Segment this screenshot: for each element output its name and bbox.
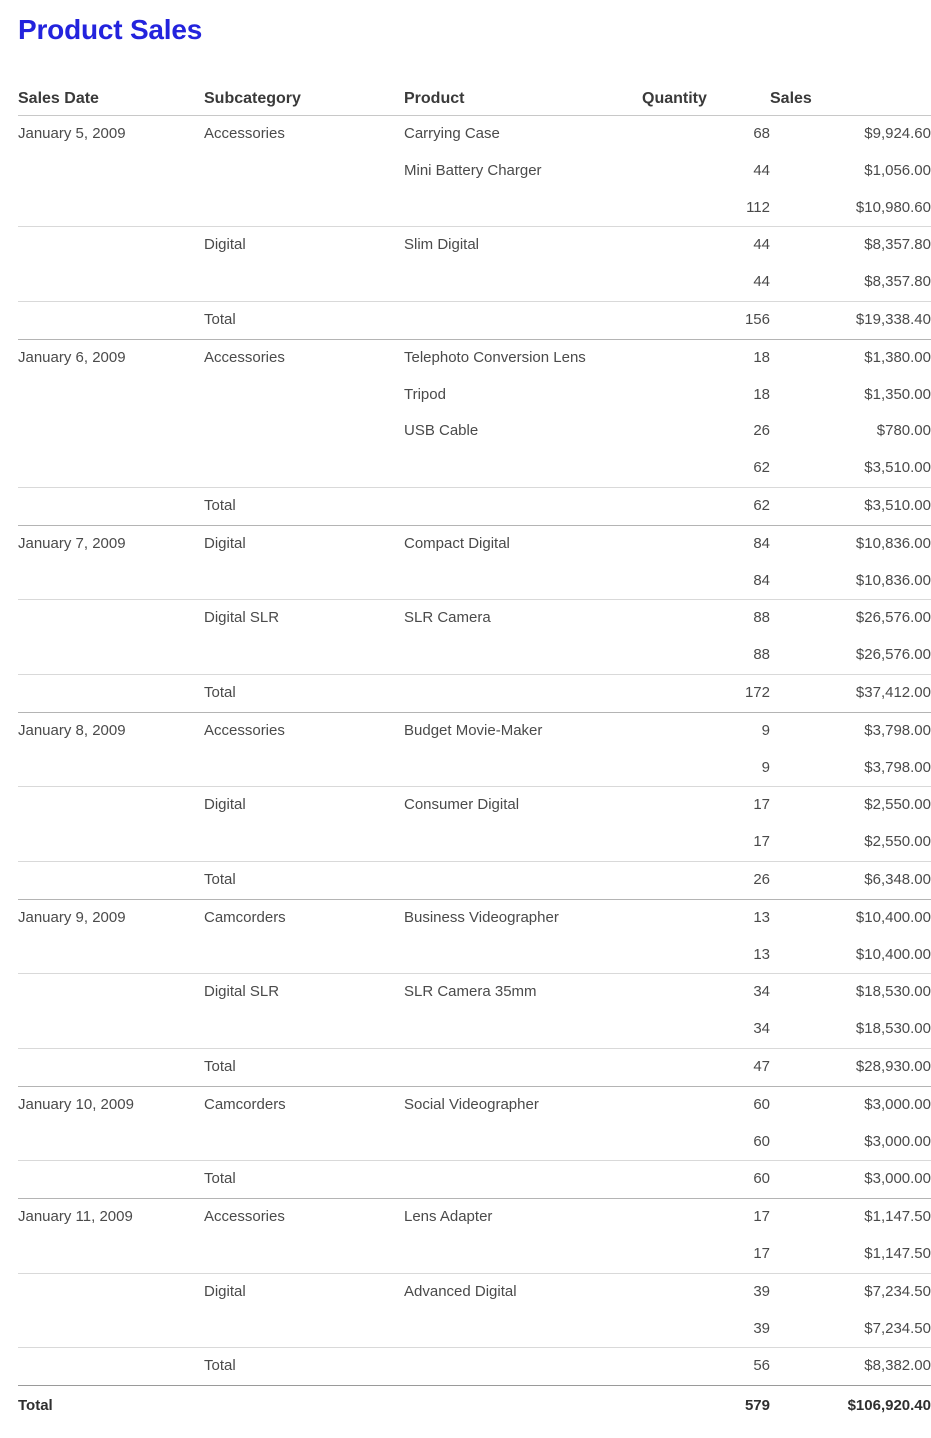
table-row (18, 637, 931, 674)
cell-product: Social Videographer (404, 1086, 642, 1123)
cell-sales-date (18, 1048, 204, 1086)
cell-sales: $10,836.00 (770, 525, 931, 562)
cell-sales: $7,234.50 (770, 1273, 931, 1310)
cell-subcategory: Total (204, 301, 404, 339)
column-header-product: Product (404, 90, 642, 116)
table-row (18, 525, 931, 562)
cell-subcategory: Camcorders (204, 1086, 404, 1123)
cell-quantity: 26 (642, 861, 770, 899)
cell-sales: $8,357.80 (770, 227, 931, 264)
cell-product (404, 487, 642, 525)
cell-quantity: 84 (642, 525, 770, 562)
cell-quantity: 9 (642, 712, 770, 749)
cell-sales: $28,930.00 (770, 1048, 931, 1086)
cell-quantity: 84 (753, 571, 770, 589)
cell-subcategory (204, 1311, 404, 1348)
cell-quantity: 88 (753, 646, 770, 664)
cell-product: USB Cable (404, 422, 479, 440)
cell-sales-date (18, 600, 204, 637)
cell-sales-date (18, 1236, 204, 1273)
cell-sales-date (18, 974, 204, 1011)
cell-product (404, 937, 642, 974)
cell-product (404, 1348, 642, 1386)
cell-sales-date (18, 787, 204, 824)
table-row (18, 413, 931, 450)
cell-sales-date (18, 750, 204, 787)
cell-quantity: 44 (642, 227, 770, 264)
cell-quantity: 17 (753, 1244, 770, 1262)
cell-subcategory (204, 450, 404, 487)
cell-quantity: 172 (642, 674, 770, 712)
cell-subcategory (204, 563, 404, 600)
table-row (18, 377, 931, 414)
cell-quantity: 17 (753, 833, 770, 851)
table-row (18, 1273, 931, 1310)
cell-sales: $18,530.00 (770, 974, 931, 1011)
cell-sales-date (18, 937, 204, 974)
cell-quantity: 13 (642, 899, 770, 936)
cell-subcategory (204, 1011, 404, 1048)
table-row (18, 937, 931, 974)
cell-product: SLR Camera (404, 600, 642, 637)
cell-quantity: 62 (642, 487, 770, 525)
cell-subcategory (204, 264, 404, 301)
cell-quantity: 18 (642, 339, 770, 376)
cell-sales-date (18, 1161, 204, 1199)
cell-product (404, 450, 642, 487)
table-body (18, 116, 931, 1386)
cell-sales-date (18, 153, 204, 190)
table-row (18, 674, 931, 712)
cell-subcategory (204, 413, 404, 450)
cell-sales: $3,798.00 (770, 712, 931, 749)
page-title: Product Sales (18, 14, 203, 45)
cell-subcategory: Digital (204, 525, 404, 562)
table-row (18, 1048, 931, 1086)
cell-product (404, 750, 642, 787)
table-row (18, 899, 931, 936)
cell-subcategory: Total (204, 1348, 404, 1386)
cell-product: Carrying Case (404, 125, 500, 142)
table-row (18, 487, 931, 525)
cell-product (404, 563, 642, 600)
cell-sales-date (18, 1311, 204, 1348)
cell-subcategory: Digital (204, 787, 404, 824)
cell-subcategory (204, 190, 404, 227)
cell-sales-date (18, 190, 204, 227)
cell-quantity: 34 (642, 974, 770, 1011)
cell-product (404, 301, 642, 339)
cell-subcategory: Total (204, 1048, 404, 1086)
cell-sales: $1,350.00 (864, 385, 931, 403)
cell-subcategory: Digital (204, 1273, 404, 1310)
table-row (18, 1124, 931, 1161)
cell-sales-date (18, 450, 204, 487)
table-row (18, 190, 931, 227)
grand-total-row (18, 1386, 931, 1428)
cell-product: Slim Digital (404, 227, 642, 264)
cell-sales: $18,530.00 (855, 1020, 931, 1038)
cell-sales-date (18, 301, 204, 339)
cell-sales: $10,400.00 (770, 899, 931, 936)
table-header (18, 90, 931, 116)
cell-sales-date: January 11, 2009 (18, 1199, 204, 1236)
cell-sales-date: January 7, 2009 (18, 525, 204, 562)
table-row (18, 264, 931, 301)
cell-sales-date (18, 227, 204, 264)
cell-quantity: 60 (642, 1086, 770, 1123)
table-row (18, 1236, 931, 1273)
cell-product (404, 1311, 642, 1348)
grand-total-label: Total (18, 1386, 204, 1428)
cell-sales: $8,382.00 (770, 1348, 931, 1386)
cell-quantity: 17 (642, 787, 770, 824)
cell-sales-date: January 9, 2009 (18, 899, 204, 936)
cell-sales: $10,400.00 (855, 945, 931, 963)
cell-sales-date (18, 413, 204, 450)
cell-product (404, 190, 642, 227)
cell-sales-date (18, 824, 204, 861)
cell-sales-date (18, 264, 204, 301)
cell-subcategory: Digital (204, 227, 404, 264)
cell-sales-date: January 10, 2009 (18, 1086, 204, 1123)
cell-subcategory: Accessories (204, 712, 404, 749)
cell-sales: $7,234.50 (864, 1319, 931, 1337)
cell-sales: $37,412.00 (770, 674, 931, 712)
cell-product (404, 1236, 642, 1273)
table-row (18, 153, 931, 190)
cell-product: Telephoto Conversion Lens (404, 339, 642, 376)
table-row (18, 1311, 931, 1348)
table-row (18, 1161, 931, 1199)
cell-product (404, 674, 642, 712)
table-row (18, 450, 931, 487)
cell-subcategory (204, 637, 404, 674)
cell-sales-date: January 8, 2009 (18, 712, 204, 749)
table-row (18, 339, 931, 376)
cell-sales: $1,056.00 (864, 161, 931, 179)
cell-sales-date (18, 1273, 204, 1310)
cell-product: Budget Movie-Maker (404, 712, 642, 749)
table-row (18, 563, 931, 600)
table-row (18, 1348, 931, 1386)
cell-quantity: 17 (642, 1199, 770, 1236)
cell-quantity: 34 (753, 1020, 770, 1038)
cell-product: Lens Adapter (404, 1199, 642, 1236)
cell-subcategory: Total (204, 487, 404, 525)
cell-subcategory: Accessories (204, 1199, 404, 1236)
cell-sales-date: January 5, 2009 (18, 125, 126, 142)
cell-sales-date (18, 1124, 204, 1161)
table-row (18, 1011, 931, 1048)
cell-quantity: 68 (753, 125, 770, 142)
cell-sales-date (18, 487, 204, 525)
cell-quantity: 39 (642, 1273, 770, 1310)
cell-sales-date (18, 377, 204, 414)
cell-product (404, 1048, 642, 1086)
cell-sales: $3,798.00 (864, 758, 931, 776)
cell-sales: $3,000.00 (770, 1086, 931, 1123)
cell-sales-date (18, 563, 204, 600)
product-sales-table (18, 90, 931, 1428)
cell-sales: $3,510.00 (770, 487, 931, 525)
cell-product: Consumer Digital (404, 787, 642, 824)
column-header-sales: Sales (770, 90, 931, 116)
cell-subcategory: Total (204, 674, 404, 712)
cell-product: Advanced Digital (404, 1273, 642, 1310)
cell-subcategory (204, 1236, 404, 1273)
grand-total-sales: $106,920.40 (770, 1386, 931, 1428)
cell-quantity: 112 (746, 198, 770, 216)
cell-subcategory (204, 153, 404, 190)
cell-sales: $26,576.00 (855, 646, 931, 664)
cell-sales: $3,510.00 (864, 459, 931, 477)
cell-quantity: 62 (753, 459, 770, 477)
cell-sales: $10,836.00 (855, 571, 931, 589)
column-header-subcategory: Subcategory (204, 90, 404, 116)
cell-quantity: 13 (753, 945, 770, 963)
cell-subcategory (204, 937, 404, 974)
cell-quantity: 9 (761, 758, 770, 776)
cell-sales-date (18, 674, 204, 712)
cell-subcategory: Accessories (204, 125, 285, 142)
cell-sales: $1,147.50 (864, 1244, 931, 1262)
cell-sales: $3,000.00 (770, 1161, 931, 1199)
table-header-row (18, 90, 931, 116)
cell-subcategory: Digital SLR (204, 974, 404, 1011)
grand-total-product (404, 1386, 642, 1428)
cell-subcategory (204, 750, 404, 787)
cell-sales: $3,000.00 (864, 1132, 931, 1150)
cell-subcategory: Camcorders (204, 899, 404, 936)
cell-sales: $19,338.40 (770, 301, 931, 339)
cell-sales: $26,576.00 (770, 600, 931, 637)
table-row (18, 787, 931, 824)
table-row (18, 116, 931, 153)
cell-product (404, 637, 642, 674)
table-row (18, 227, 931, 264)
grand-total-quantity: 579 (642, 1386, 770, 1428)
cell-subcategory: Accessories (204, 339, 404, 376)
cell-sales: $9,924.60 (864, 125, 931, 142)
cell-sales: $1,147.50 (770, 1199, 931, 1236)
cell-sales: $8,357.80 (864, 273, 931, 291)
cell-quantity: 47 (642, 1048, 770, 1086)
cell-sales-date (18, 1348, 204, 1386)
cell-product (404, 264, 642, 301)
cell-quantity: 44 (753, 161, 770, 179)
cell-subcategory: Total (204, 861, 404, 899)
cell-quantity: 60 (642, 1161, 770, 1199)
cell-product: Business Videographer (404, 899, 642, 936)
cell-quantity: 39 (753, 1319, 770, 1337)
table-row (18, 750, 931, 787)
table-footer (18, 1386, 931, 1428)
cell-product (404, 824, 642, 861)
column-header-quantity: Quantity (642, 90, 770, 116)
cell-sales-date (18, 1011, 204, 1048)
cell-product: Compact Digital (404, 525, 642, 562)
table-row (18, 600, 931, 637)
cell-product: Mini Battery Charger (404, 161, 542, 179)
cell-product: SLR Camera 35mm (404, 974, 642, 1011)
cell-sales-date (18, 637, 204, 674)
cell-product (404, 1124, 642, 1161)
cell-sales: $1,380.00 (770, 339, 931, 376)
grand-total-subcategory (204, 1386, 404, 1428)
table-row (18, 824, 931, 861)
cell-sales: $10,980.60 (855, 198, 931, 216)
cell-subcategory: Total (204, 1161, 404, 1199)
cell-quantity: 18 (753, 385, 770, 403)
cell-sales: $6,348.00 (770, 861, 931, 899)
cell-sales: $2,550.00 (864, 833, 931, 851)
cell-product: Tripod (404, 385, 446, 403)
cell-subcategory (204, 824, 404, 861)
cell-product (404, 861, 642, 899)
table-row (18, 1086, 931, 1123)
cell-subcategory (204, 1124, 404, 1161)
column-header-sales-date: Sales Date (18, 90, 204, 116)
cell-quantity: 60 (753, 1132, 770, 1150)
cell-quantity: 26 (753, 422, 770, 440)
cell-sales: $2,550.00 (770, 787, 931, 824)
cell-quantity: 44 (753, 273, 770, 291)
table-row (18, 861, 931, 899)
cell-quantity: 156 (642, 301, 770, 339)
table-row (18, 974, 931, 1011)
cell-quantity: 56 (642, 1348, 770, 1386)
cell-sales-date (18, 861, 204, 899)
cell-sales-date: January 6, 2009 (18, 339, 204, 376)
cell-product (404, 1011, 642, 1048)
cell-subcategory: Digital SLR (204, 600, 404, 637)
table-row (18, 301, 931, 339)
cell-subcategory (204, 377, 404, 414)
cell-product (404, 1161, 642, 1199)
table-row (18, 1199, 931, 1236)
cell-sales: $780.00 (876, 422, 931, 440)
cell-quantity: 88 (642, 600, 770, 637)
table-row (18, 712, 931, 749)
